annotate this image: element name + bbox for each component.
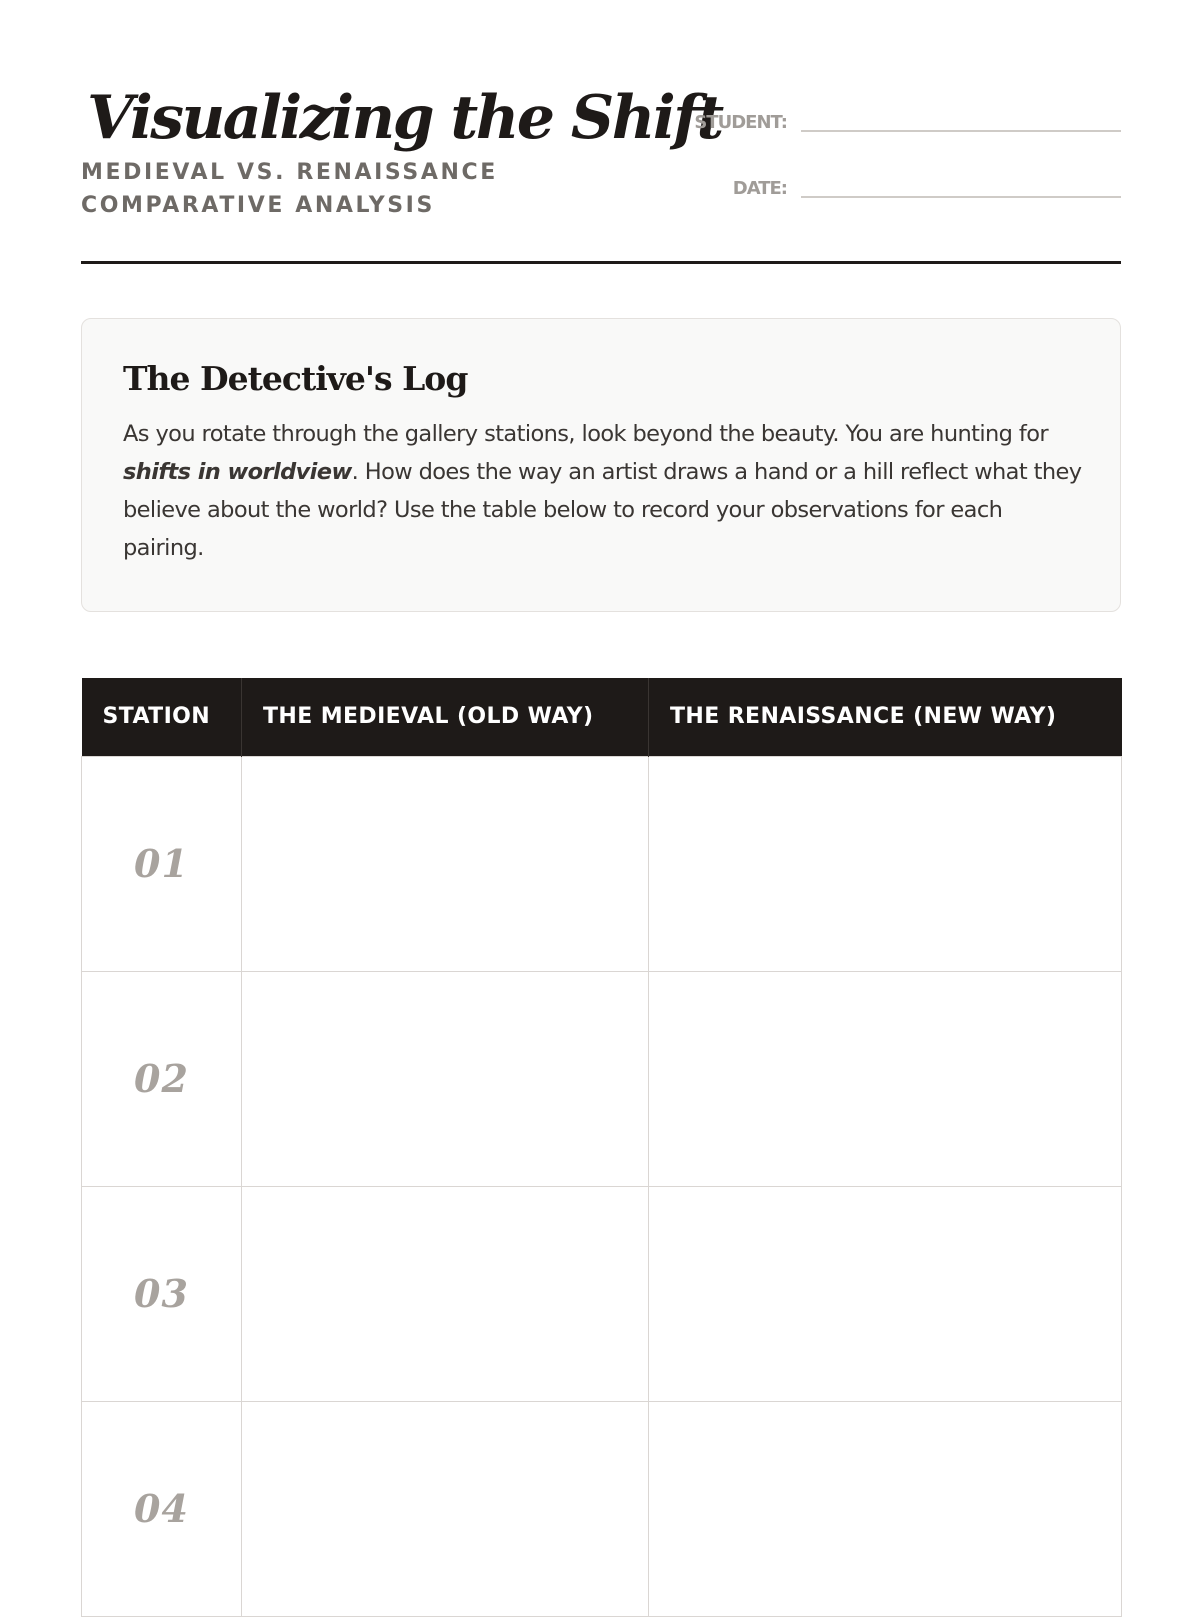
worksheet-header [81,78,1121,264]
station-number: 04 [82,1401,242,1616]
column-header-renaissance: THE RENAISSANCE (NEW WAY) [649,678,1122,756]
student-label: STUDENT: [694,112,787,133]
table-header-row [82,678,1122,756]
column-header-medieval: THE MEDIEVAL (OLD WAY) [242,678,649,756]
renaissance-cell[interactable] [649,756,1122,971]
renaissance-cell[interactable] [649,1186,1122,1401]
intro-heading: The Detective's Log [123,359,468,398]
student-field [681,96,1121,132]
station-number: 02 [82,971,242,1186]
medieval-cell[interactable] [242,1186,649,1401]
medieval-cell[interactable] [242,1401,649,1616]
medieval-cell[interactable] [242,971,649,1186]
station-number: 03 [82,1186,242,1401]
column-header-station: STATION [82,678,242,756]
student-input-line[interactable] [801,130,1121,132]
intro-body [123,415,1083,567]
intro-body-emphasis: shifts in worldview [123,459,352,485]
page-title: Visualizing the Shift [87,83,722,153]
medieval-cell[interactable] [242,756,649,971]
renaissance-cell[interactable] [649,1401,1122,1616]
table-row [82,971,1122,1186]
date-input-line[interactable] [801,196,1121,198]
page-subtitle: MEDIEVAL VS. RENAISSANCE COMPARATIVE ANALYSIS [81,160,498,218]
worksheet-page [81,0,1121,1600]
date-field [681,162,1121,198]
table-row [82,1186,1122,1401]
intro-body-end: . How does the way an artist draws a hand or a hill reflect what they believe about the world? Use the table below to record your observations for each pairing. [123,459,1082,561]
renaissance-cell[interactable] [649,971,1122,1186]
table-row [82,1401,1122,1616]
station-number: 01 [82,756,242,971]
intro-card [81,318,1121,612]
intro-body-start: As you rotate through the gallery stations, look beyond the beauty. You are hunting for [123,421,1049,447]
date-label: DATE: [732,178,787,199]
table-row [82,756,1122,971]
observation-table [81,678,1122,1617]
